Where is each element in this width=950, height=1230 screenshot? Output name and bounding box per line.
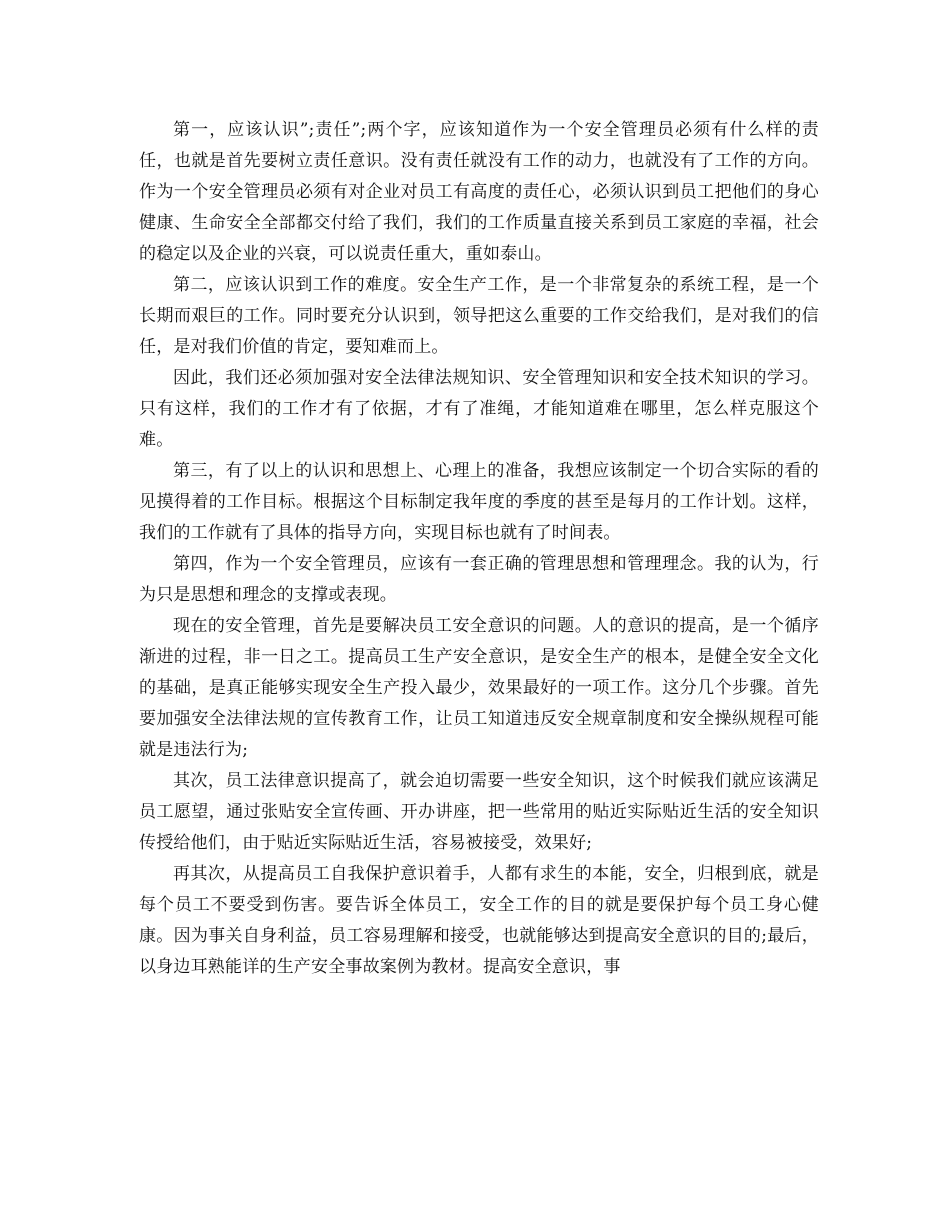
paragraph-management-philosophy: 第四，作为一个安全管理员，应该有一套正确的管理思想和管理理念。我的认为，行为只是思想和理念的支撑或表现。	[139, 554, 819, 605]
paragraph-safety-awareness: 现在的安全管理，首先是要解决员工安全意识的问题。人的意识的提高，是一个循序渐进的过程，非一日之工。提高员工生产安全意识，是安全生产的根本，是健全安全文化的基础，是真正能够实现安全生产投入最少，效果最好的一项工作。这分几个步骤。首先要加强安全法律法规的宣传教育工作，让员工知道违反安全规章制度和安全操纵规程可能就是违法行为;	[139, 616, 819, 760]
paragraph-responsibility: 第一，应该认识”;责任”;两个字，应该知道作为一个安全管理员必须有什么样的责任，也就是首先要树立责任意识。没有责任就没有工作的动力，也就没有了工作的方向。作为一个安全管理员必须有对企业对员工有高度的责任心，必须认识到员工把他们的身心健康、生命安全全部都交付给了我们，我们的工作质量直接关系到员工家庭的幸福，社会的稳定以及企业的兴衰，可以说责任重大，重如泰山。	[139, 120, 819, 264]
paragraph-work-goals: 第三，有了以上的认识和思想上、心理上的准备，我想应该制定一个切合实际的看的见摸得着的工作目标。根据这个目标制定我年度的季度的甚至是每月的工作计划。这样，我们的工作就有了具体的指导方向，实现目标也就有了时间表。	[139, 461, 819, 543]
paragraph-difficulty: 第二，应该认识到工作的难度。安全生产工作，是一个非常复杂的系统工程，是一个长期而艰巨的工作。同时要充分认识到，领导把这么重要的工作交给我们，是对我们的信任，是对我们价值的肯定，要知难而上。	[139, 275, 819, 357]
paragraph-self-protection: 再其次，从提高员工自我保护意识着手，人都有求生的本能，安全，归根到底，就是每个员工不要受到伤害。要告诉全体员工，安全工作的目的就是要保护每个员工身心健康。因为事关自身利益，员工容易理解和接受，也就能够达到提高安全意识的目的;最后，以身边耳熟能详的生产安全事故案例为教材。提高安全意识，事	[139, 864, 819, 977]
paragraph-learning: 因此，我们还必须加强对安全法律法规知识、安全管理知识和安全技术知识的学习。只有这样，我们的工作才有了依据，才有了准绳，才能知道难在哪里，怎么样克服这个难。	[139, 368, 819, 450]
document-body	[139, 115, 819, 983]
paragraph-safety-knowledge: 其次，员工法律意识提高了，就会迫切需要一些安全知识，这个时候我们就应该满足员工愿望，通过张贴安全宣传画、开办讲座，把一些常用的贴近实际贴近生活的安全知识传授给他们，由于贴近实际贴近生活，容易被接受，效果好;	[139, 771, 819, 853]
